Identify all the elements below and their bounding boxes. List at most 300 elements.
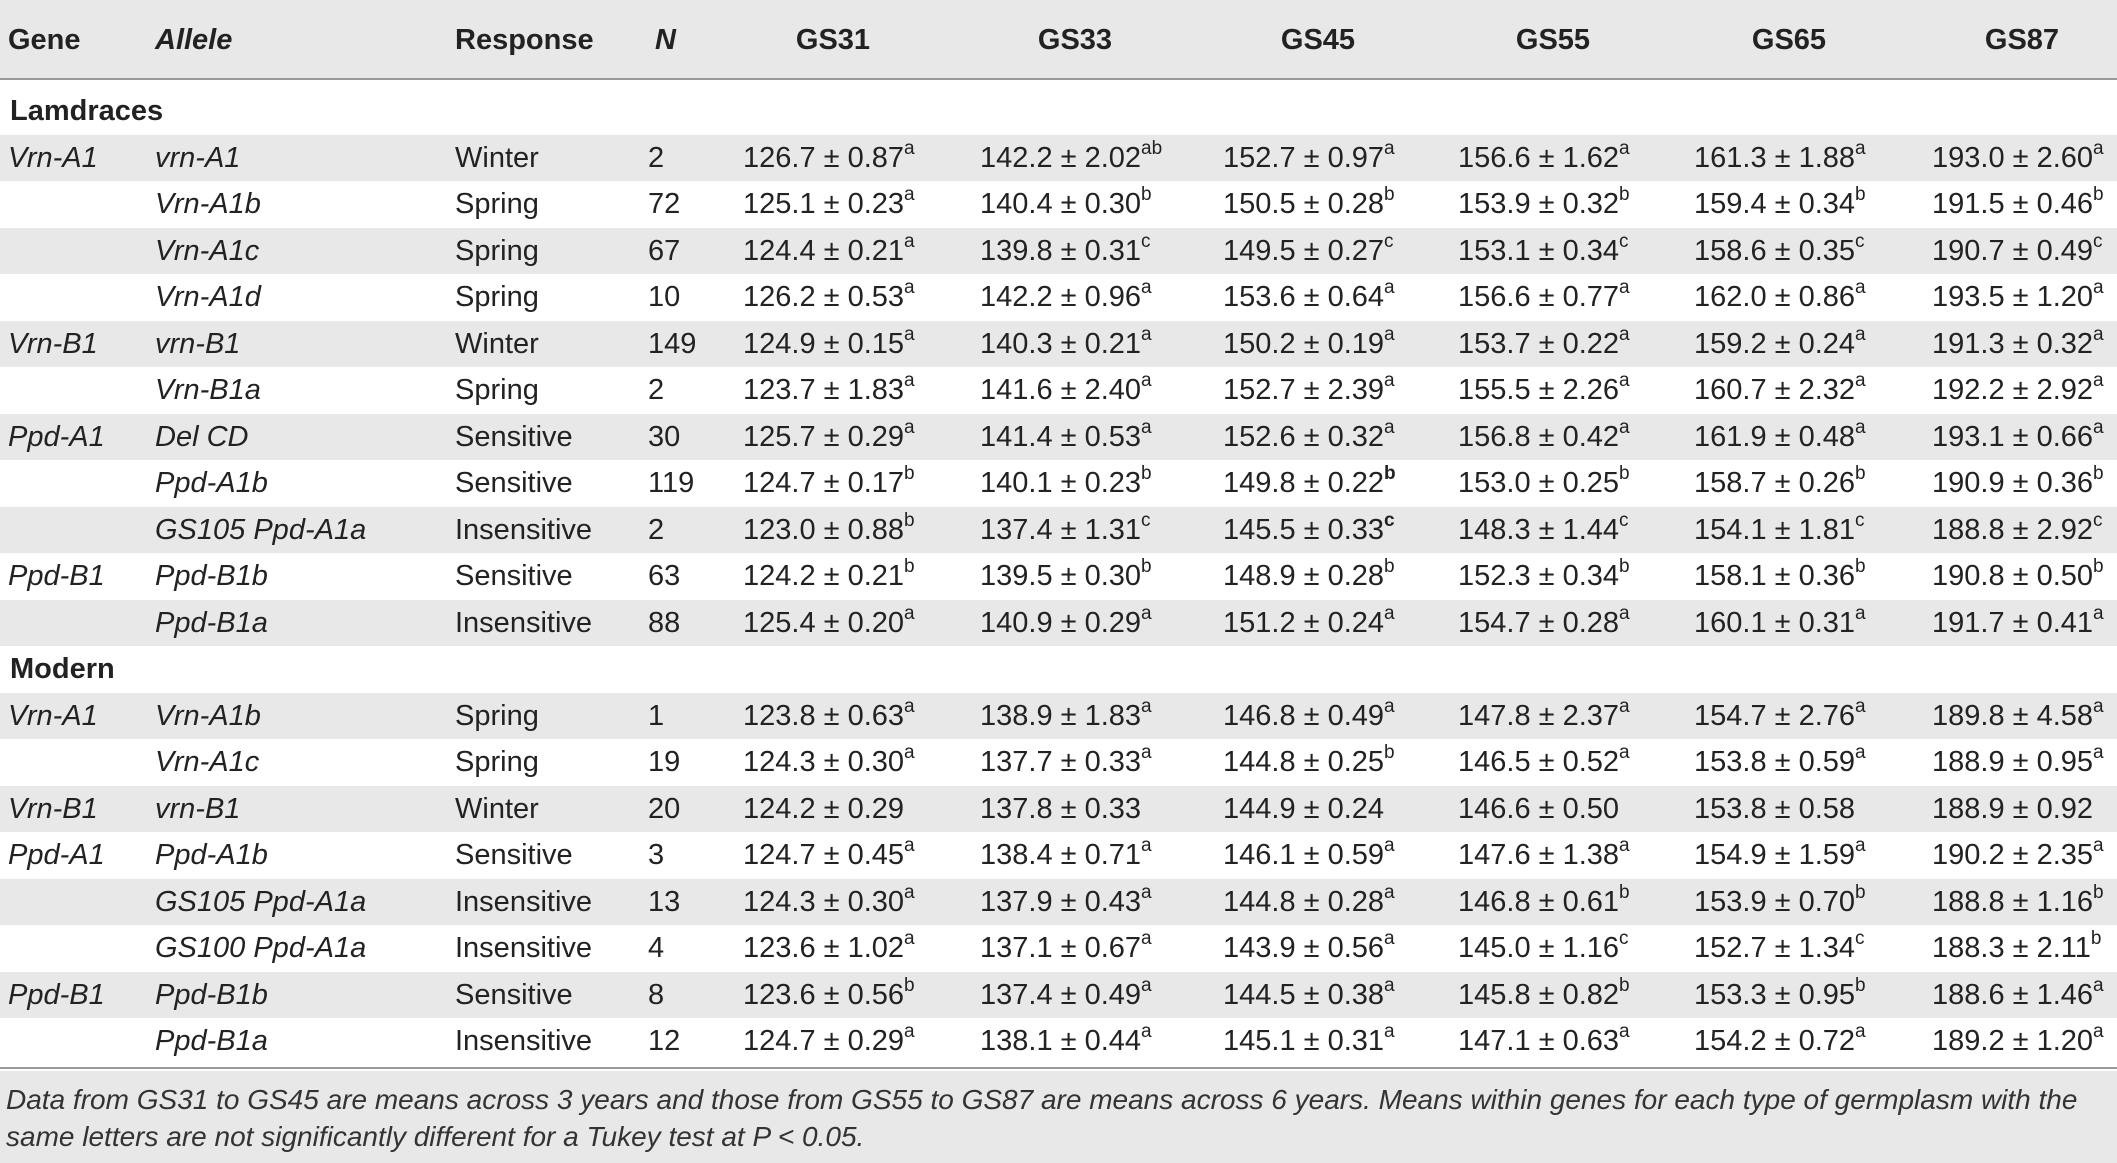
cell-allele: Ppd-B1b (155, 560, 268, 592)
cell-gs87 (1932, 600, 2104, 646)
significance-letter: a (1141, 602, 1152, 624)
cell-gs33 (980, 786, 1141, 832)
significance-letter: a (1855, 602, 1866, 624)
cell-gs87 (1932, 228, 2103, 274)
significance-letter: a (1141, 695, 1152, 717)
table-row (0, 321, 2117, 367)
cell-value: 142.2 ± 2.02 (980, 141, 1142, 174)
cell-n: 2 (648, 141, 665, 174)
cell-gs33 (980, 414, 1152, 460)
cell-value: 158.7 ± 0.26 (1694, 467, 1856, 499)
significance-letter: b (1384, 556, 1395, 578)
cell-value: 193.1 ± 0.66 (1932, 420, 2094, 453)
significance-letter: b (1855, 463, 1866, 485)
cell-value: 146.5 ± 0.52 (1458, 746, 1620, 778)
cell-value: 124.3 ± 0.30 (743, 885, 905, 918)
cell-value: 144.9 ± 0.24 (1223, 792, 1385, 825)
cell-gs65 (1694, 972, 1866, 1018)
table-row (0, 460, 2117, 506)
cell-value: 138.4 ± 0.71 (980, 839, 1142, 871)
cell-value: 137.8 ± 0.33 (980, 792, 1142, 825)
cell-allele: Ppd-B1b (155, 978, 268, 1011)
cell-gs55 (1458, 414, 1630, 460)
table-row (0, 786, 2117, 832)
cell-gs31 (743, 972, 915, 1018)
cell-gs87 (1932, 925, 2101, 971)
significance-letter: a (904, 137, 915, 159)
cell-gs33 (980, 832, 1152, 878)
cell-allele: Ppd-B1a (155, 606, 268, 639)
cell-allele: Ppd-A1b (155, 839, 268, 871)
cell-n: 67 (648, 234, 681, 267)
significance-letter: b (904, 556, 915, 578)
significance-letter: b (1855, 974, 1866, 996)
cell-gs31 (743, 1018, 915, 1064)
cell-gene: Ppd-B1 (8, 978, 105, 1011)
cell-response: Winter (455, 141, 539, 174)
significance-letter: b (1855, 556, 1866, 578)
significance-letter: a (1384, 1021, 1395, 1043)
cell-value: 150.5 ± 0.28 (1223, 188, 1385, 220)
significance-letter: a (1384, 928, 1395, 950)
table-row (0, 414, 2117, 460)
significance-letter: a (2093, 416, 2104, 438)
significance-letter: a (1855, 742, 1866, 764)
cell-gs65 (1694, 228, 1865, 274)
cell-gs87 (1932, 321, 2104, 367)
cell-value: 140.9 ± 0.29 (980, 606, 1142, 639)
cell-gs45 (1223, 972, 1395, 1018)
cell-value: 146.1 ± 0.59 (1223, 839, 1385, 871)
cell-value: 146.6 ± 0.50 (1458, 792, 1620, 825)
cell-gs45 (1223, 414, 1395, 460)
cell-gs45 (1223, 228, 1394, 274)
cell-gs55 (1458, 181, 1630, 227)
significance-letter: a (1619, 137, 1630, 159)
cell-value: 144.8 ± 0.28 (1223, 885, 1385, 918)
cell-allele: Vrn-A1c (155, 746, 260, 778)
cell-gs45 (1223, 739, 1395, 785)
significance-letter: a (904, 695, 915, 717)
cell-gs33 (980, 181, 1152, 227)
cell-n: 8 (648, 978, 665, 1011)
cell-gs31 (743, 879, 915, 925)
cell-gs65 (1694, 925, 1865, 971)
table-row (0, 228, 2117, 274)
cell-value: 125.7 ± 0.29 (743, 420, 905, 453)
significance-letter: b (1141, 184, 1152, 206)
cell-response: Insensitive (455, 932, 593, 964)
significance-letter: a (1855, 137, 1866, 159)
cell-value: 137.1 ± 0.67 (980, 932, 1142, 964)
cell-value: 146.8 ± 0.49 (1223, 699, 1385, 732)
table-bottom-rule (0, 1067, 2117, 1069)
table-row (0, 739, 2117, 785)
significance-letter: a (904, 277, 915, 299)
cell-gs31 (743, 135, 915, 181)
cell-allele: GS105 Ppd-A1a (155, 885, 367, 918)
significance-letter: a (1141, 277, 1152, 299)
cell-value: 191.3 ± 0.32 (1932, 327, 2094, 360)
cell-value: 124.7 ± 0.17 (743, 467, 905, 499)
significance-letter: a (1141, 881, 1152, 903)
cell-gs33 (980, 972, 1152, 1018)
cell-gs55 (1458, 553, 1630, 599)
cell-gs55 (1458, 879, 1630, 925)
cell-gs31 (743, 693, 915, 739)
cell-gs55 (1458, 135, 1630, 181)
cell-value: 145.8 ± 0.82 (1458, 978, 1620, 1011)
cell-value: 188.9 ± 0.92 (1932, 792, 2094, 825)
cell-value: 124.2 ± 0.21 (743, 560, 905, 592)
cell-gs87 (1932, 693, 2104, 739)
cell-gs65 (1694, 1018, 1866, 1064)
cell-value: 153.6 ± 0.64 (1223, 281, 1385, 313)
cell-value: 124.7 ± 0.29 (743, 1025, 905, 1057)
significance-letter: a (1619, 416, 1630, 438)
cell-value: 138.1 ± 0.44 (980, 1025, 1142, 1057)
cell-value: 148.3 ± 1.44 (1458, 513, 1620, 546)
significance-letter: a (1141, 928, 1152, 950)
cell-value: 123.7 ± 1.83 (743, 374, 905, 406)
header-gene: Gene (8, 24, 81, 56)
significance-letter: a (904, 602, 915, 624)
header-gs55: GS55 (1515, 24, 1591, 56)
cell-gs33 (980, 274, 1152, 320)
significance-letter: c (1384, 509, 1395, 531)
significance-letter: b (904, 974, 915, 996)
significance-letter: a (2093, 974, 2104, 996)
section-heading (0, 646, 2117, 692)
significance-letter: a (1619, 277, 1630, 299)
significance-letter: c (1619, 928, 1629, 950)
cell-response: Insensitive (455, 606, 593, 639)
cell-allele: vrn-A1 (155, 141, 241, 174)
cell-gs87 (1932, 786, 2093, 832)
significance-letter: c (1619, 509, 1629, 531)
section-heading (0, 88, 2117, 134)
header-gs65: GS65 (1751, 24, 1827, 56)
significance-letter: c (1141, 509, 1151, 531)
cell-value: 153.3 ± 0.95 (1694, 978, 1856, 1011)
cell-value: 188.9 ± 0.95 (1932, 746, 2094, 778)
cell-value: 124.2 ± 0.29 (743, 792, 905, 825)
cell-gs45 (1223, 507, 1395, 553)
cell-value: 148.9 ± 0.28 (1223, 560, 1385, 592)
cell-gs45 (1223, 367, 1395, 413)
table-row (0, 507, 2117, 553)
cell-value: 154.7 ± 2.76 (1694, 699, 1856, 732)
significance-letter: b (2093, 184, 2104, 206)
cell-value: 190.2 ± 2.35 (1932, 839, 2094, 871)
significance-letter: a (1141, 323, 1152, 345)
header-gs33: GS33 (1037, 24, 1113, 56)
header-rule (0, 78, 2117, 80)
cell-value: 137.7 ± 0.33 (980, 746, 1142, 778)
section-title: Modern (10, 653, 115, 685)
cell-gs55 (1458, 786, 1619, 832)
significance-letter: b (1384, 742, 1395, 764)
significance-letter: a (1384, 881, 1395, 903)
significance-letter: a (904, 928, 915, 950)
cell-gs87 (1932, 460, 2104, 506)
significance-letter: c (1855, 928, 1865, 950)
cell-value: 123.8 ± 0.63 (743, 699, 905, 732)
cell-n: 2 (648, 374, 665, 406)
cell-gene: Ppd-A1 (8, 420, 105, 453)
cell-gs55 (1458, 367, 1630, 413)
cell-response: Insensitive (455, 885, 593, 918)
cell-gs65 (1694, 181, 1866, 227)
header-gs31: GS31 (795, 24, 871, 56)
table-row (0, 367, 2117, 413)
cell-gs65 (1694, 739, 1866, 785)
cell-gs87 (1932, 879, 2104, 925)
cell-gs65 (1694, 414, 1866, 460)
cell-allele: Ppd-B1a (155, 1025, 268, 1057)
significance-letter: a (2093, 835, 2104, 857)
cell-allele: Vrn-A1d (155, 281, 261, 313)
table-row (0, 181, 2117, 227)
cell-gs31 (743, 181, 915, 227)
cell-value: 125.1 ± 0.23 (743, 188, 905, 220)
cell-n: 149 (648, 327, 697, 360)
cell-value: 188.8 ± 2.92 (1932, 513, 2094, 546)
cell-value: 138.9 ± 1.83 (980, 699, 1142, 732)
cell-value: 161.3 ± 1.88 (1694, 141, 1856, 174)
significance-letter: a (1141, 835, 1152, 857)
significance-letter: a (1141, 742, 1152, 764)
cell-gs33 (980, 693, 1152, 739)
cell-gs65 (1694, 832, 1866, 878)
table-row (0, 879, 2117, 925)
significance-letter: a (1141, 974, 1152, 996)
cell-gs87 (1932, 832, 2104, 878)
significance-letter: a (1141, 370, 1152, 392)
significance-letter: a (1855, 370, 1866, 392)
significance-letter: c (1141, 230, 1151, 252)
cell-gs33 (980, 507, 1151, 553)
cell-n: 63 (648, 560, 681, 592)
cell-gs33 (980, 600, 1152, 646)
significance-letter: a (904, 416, 915, 438)
header-gs45: GS45 (1280, 24, 1356, 56)
cell-allele: Del CD (155, 420, 249, 453)
header-gs87: GS87 (1984, 24, 2060, 56)
significance-letter: ab (1141, 137, 1163, 159)
significance-letter: a (1384, 835, 1395, 857)
significance-letter: a (1855, 835, 1866, 857)
cell-value: 146.8 ± 0.61 (1458, 885, 1620, 918)
cell-gene: Ppd-A1 (8, 839, 105, 871)
cell-gs87 (1932, 507, 2103, 553)
cell-value: 143.9 ± 0.56 (1223, 932, 1385, 964)
cell-value: 162.0 ± 0.86 (1694, 281, 1856, 313)
cell-value: 153.8 ± 0.59 (1694, 746, 1856, 778)
cell-gs31 (743, 274, 915, 320)
table-row (0, 274, 2117, 320)
significance-letter: a (2093, 695, 2104, 717)
cell-gs65 (1694, 135, 1866, 181)
significance-letter: a (1384, 370, 1395, 392)
header-n: N (655, 24, 676, 56)
cell-value: 159.2 ± 0.24 (1694, 327, 1856, 360)
cell-gs65 (1694, 600, 1866, 646)
cell-gs65 (1694, 367, 1866, 413)
cell-gs33 (980, 553, 1152, 599)
significance-letter: b (1619, 184, 1630, 206)
cell-gs45 (1223, 1018, 1395, 1064)
cell-value: 154.9 ± 1.59 (1694, 839, 1856, 871)
significance-letter: a (904, 230, 915, 252)
cell-gs55 (1458, 274, 1630, 320)
significance-letter: a (1384, 974, 1395, 996)
significance-letter: b (1619, 556, 1630, 578)
significance-letter: a (2093, 1021, 2104, 1043)
cell-value: 156.8 ± 0.42 (1458, 420, 1620, 453)
significance-letter: b (1619, 974, 1630, 996)
cell-value: 189.8 ± 4.58 (1932, 699, 2094, 732)
significance-letter: b (1619, 463, 1630, 485)
cell-value: 126.2 ± 0.53 (743, 281, 905, 313)
cell-n: 2 (648, 513, 665, 546)
cell-response: Insensitive (455, 513, 593, 546)
cell-n: 72 (648, 188, 681, 220)
cell-value: 141.4 ± 0.53 (980, 420, 1142, 453)
cell-value: 123.6 ± 1.02 (743, 932, 905, 964)
significance-letter: a (1619, 602, 1630, 624)
cell-gene: Vrn-A1 (8, 141, 98, 174)
cell-value: 124.3 ± 0.30 (743, 746, 905, 778)
cell-value: 140.4 ± 0.30 (980, 188, 1142, 220)
cell-value: 124.7 ± 0.45 (743, 839, 905, 871)
significance-letter: c (1855, 509, 1865, 531)
table-row (0, 972, 2117, 1018)
cell-gs65 (1694, 553, 1866, 599)
cell-n: 3 (648, 839, 665, 871)
significance-letter: b (2093, 463, 2104, 485)
significance-letter: b (2093, 556, 2104, 578)
significance-letter: a (2093, 370, 2104, 392)
cell-n: 20 (648, 792, 681, 825)
significance-letter: a (2093, 323, 2104, 345)
significance-letter: a (2093, 277, 2104, 299)
cell-gene: Vrn-B1 (8, 792, 98, 825)
cell-allele: Vrn-A1b (155, 699, 261, 732)
cell-value: 125.4 ± 0.20 (743, 606, 905, 639)
cell-value: 153.1 ± 0.34 (1458, 234, 1620, 267)
cell-value: 190.7 ± 0.49 (1932, 234, 2094, 267)
significance-letter: a (1855, 416, 1866, 438)
cell-value: 152.3 ± 0.34 (1458, 560, 1620, 592)
cell-gs33 (980, 228, 1151, 274)
cell-gs31 (743, 832, 915, 878)
cell-gs55 (1458, 1018, 1630, 1064)
cell-gs65 (1694, 879, 1866, 925)
cell-value: 145.5 ± 0.33 (1223, 513, 1385, 546)
cell-response: Spring (455, 188, 539, 220)
cell-gs87 (1932, 135, 2104, 181)
cell-value: 188.6 ± 1.46 (1932, 978, 2094, 1011)
cell-gs65 (1694, 693, 1866, 739)
significance-letter: b (1141, 463, 1152, 485)
cell-response: Sensitive (455, 420, 573, 453)
cell-value: 155.5 ± 2.26 (1458, 374, 1620, 406)
cell-value: 152.7 ± 0.97 (1223, 141, 1385, 174)
cell-value: 145.0 ± 1.16 (1458, 932, 1620, 964)
cell-response: Spring (455, 699, 539, 732)
cell-gs31 (743, 600, 915, 646)
cell-value: 123.6 ± 0.56 (743, 978, 905, 1011)
cell-gs55 (1458, 321, 1630, 367)
cell-gs45 (1223, 925, 1395, 971)
significance-letter: a (1384, 137, 1395, 159)
cell-value: 152.7 ± 1.34 (1694, 932, 1856, 964)
table-row (0, 925, 2117, 971)
significance-letter: a (1619, 323, 1630, 345)
cell-allele: Ppd-A1b (155, 467, 268, 499)
significance-letter: a (904, 1021, 915, 1043)
significance-letter: a (1141, 1021, 1152, 1043)
cell-value: 139.8 ± 0.31 (980, 234, 1142, 267)
cell-value: 153.7 ± 0.22 (1458, 327, 1620, 360)
cell-gs45 (1223, 553, 1395, 599)
cell-gs55 (1458, 228, 1629, 274)
cell-value: 149.8 ± 0.22 (1223, 467, 1385, 499)
cell-gs31 (743, 553, 915, 599)
significance-letter: c (1384, 230, 1394, 252)
cell-gs31 (743, 228, 915, 274)
cell-allele: GS100 Ppd-A1a (155, 932, 367, 964)
cell-gs65 (1694, 786, 1855, 832)
significance-letter: a (904, 881, 915, 903)
significance-letter: a (1855, 1021, 1866, 1043)
cell-value: 142.2 ± 0.96 (980, 281, 1142, 313)
cell-value: 153.9 ± 0.32 (1458, 188, 1620, 220)
cell-gs31 (743, 367, 915, 413)
significance-letter: c (1619, 230, 1629, 252)
cell-value: 154.1 ± 1.81 (1694, 513, 1856, 546)
significance-letter: c (2093, 230, 2103, 252)
significance-letter: b (1384, 184, 1395, 206)
cell-gs31 (743, 786, 904, 832)
cell-value: 154.7 ± 0.28 (1458, 606, 1620, 639)
cell-allele: Vrn-A1c (155, 234, 260, 267)
cell-gs87 (1932, 739, 2104, 785)
cell-gs31 (743, 321, 915, 367)
cell-gs45 (1223, 786, 1384, 832)
cell-value: 144.5 ± 0.38 (1223, 978, 1385, 1011)
cell-gene: Vrn-B1 (8, 327, 98, 360)
cell-n: 1 (648, 699, 665, 732)
header-allele: Allele (155, 24, 233, 56)
significance-letter: a (1855, 277, 1866, 299)
cell-value: 137.4 ± 0.49 (980, 978, 1142, 1011)
significance-letter: a (1141, 416, 1152, 438)
cell-value: 193.0 ± 2.60 (1932, 141, 2094, 174)
cell-value: 191.5 ± 0.46 (1932, 188, 2094, 220)
cell-value: 152.6 ± 0.32 (1223, 420, 1385, 453)
cell-n: 4 (648, 932, 665, 964)
cell-value: 188.8 ± 1.16 (1932, 885, 2094, 918)
footnote-text: Data from GS31 to GS45 are means across 3 years and those from GS55 to GS87 are means across 6 years. Means within genes for each type of germplasm with the same letters are not significantly different for a Tukey test at P < 0.05. (6, 1084, 2078, 1152)
cell-n: 88 (648, 606, 681, 639)
significance-letter: a (1855, 695, 1866, 717)
cell-gs31 (743, 925, 915, 971)
cell-gs87 (1932, 367, 2104, 413)
header-response: Response (455, 24, 594, 56)
significance-letter: c (1855, 230, 1865, 252)
